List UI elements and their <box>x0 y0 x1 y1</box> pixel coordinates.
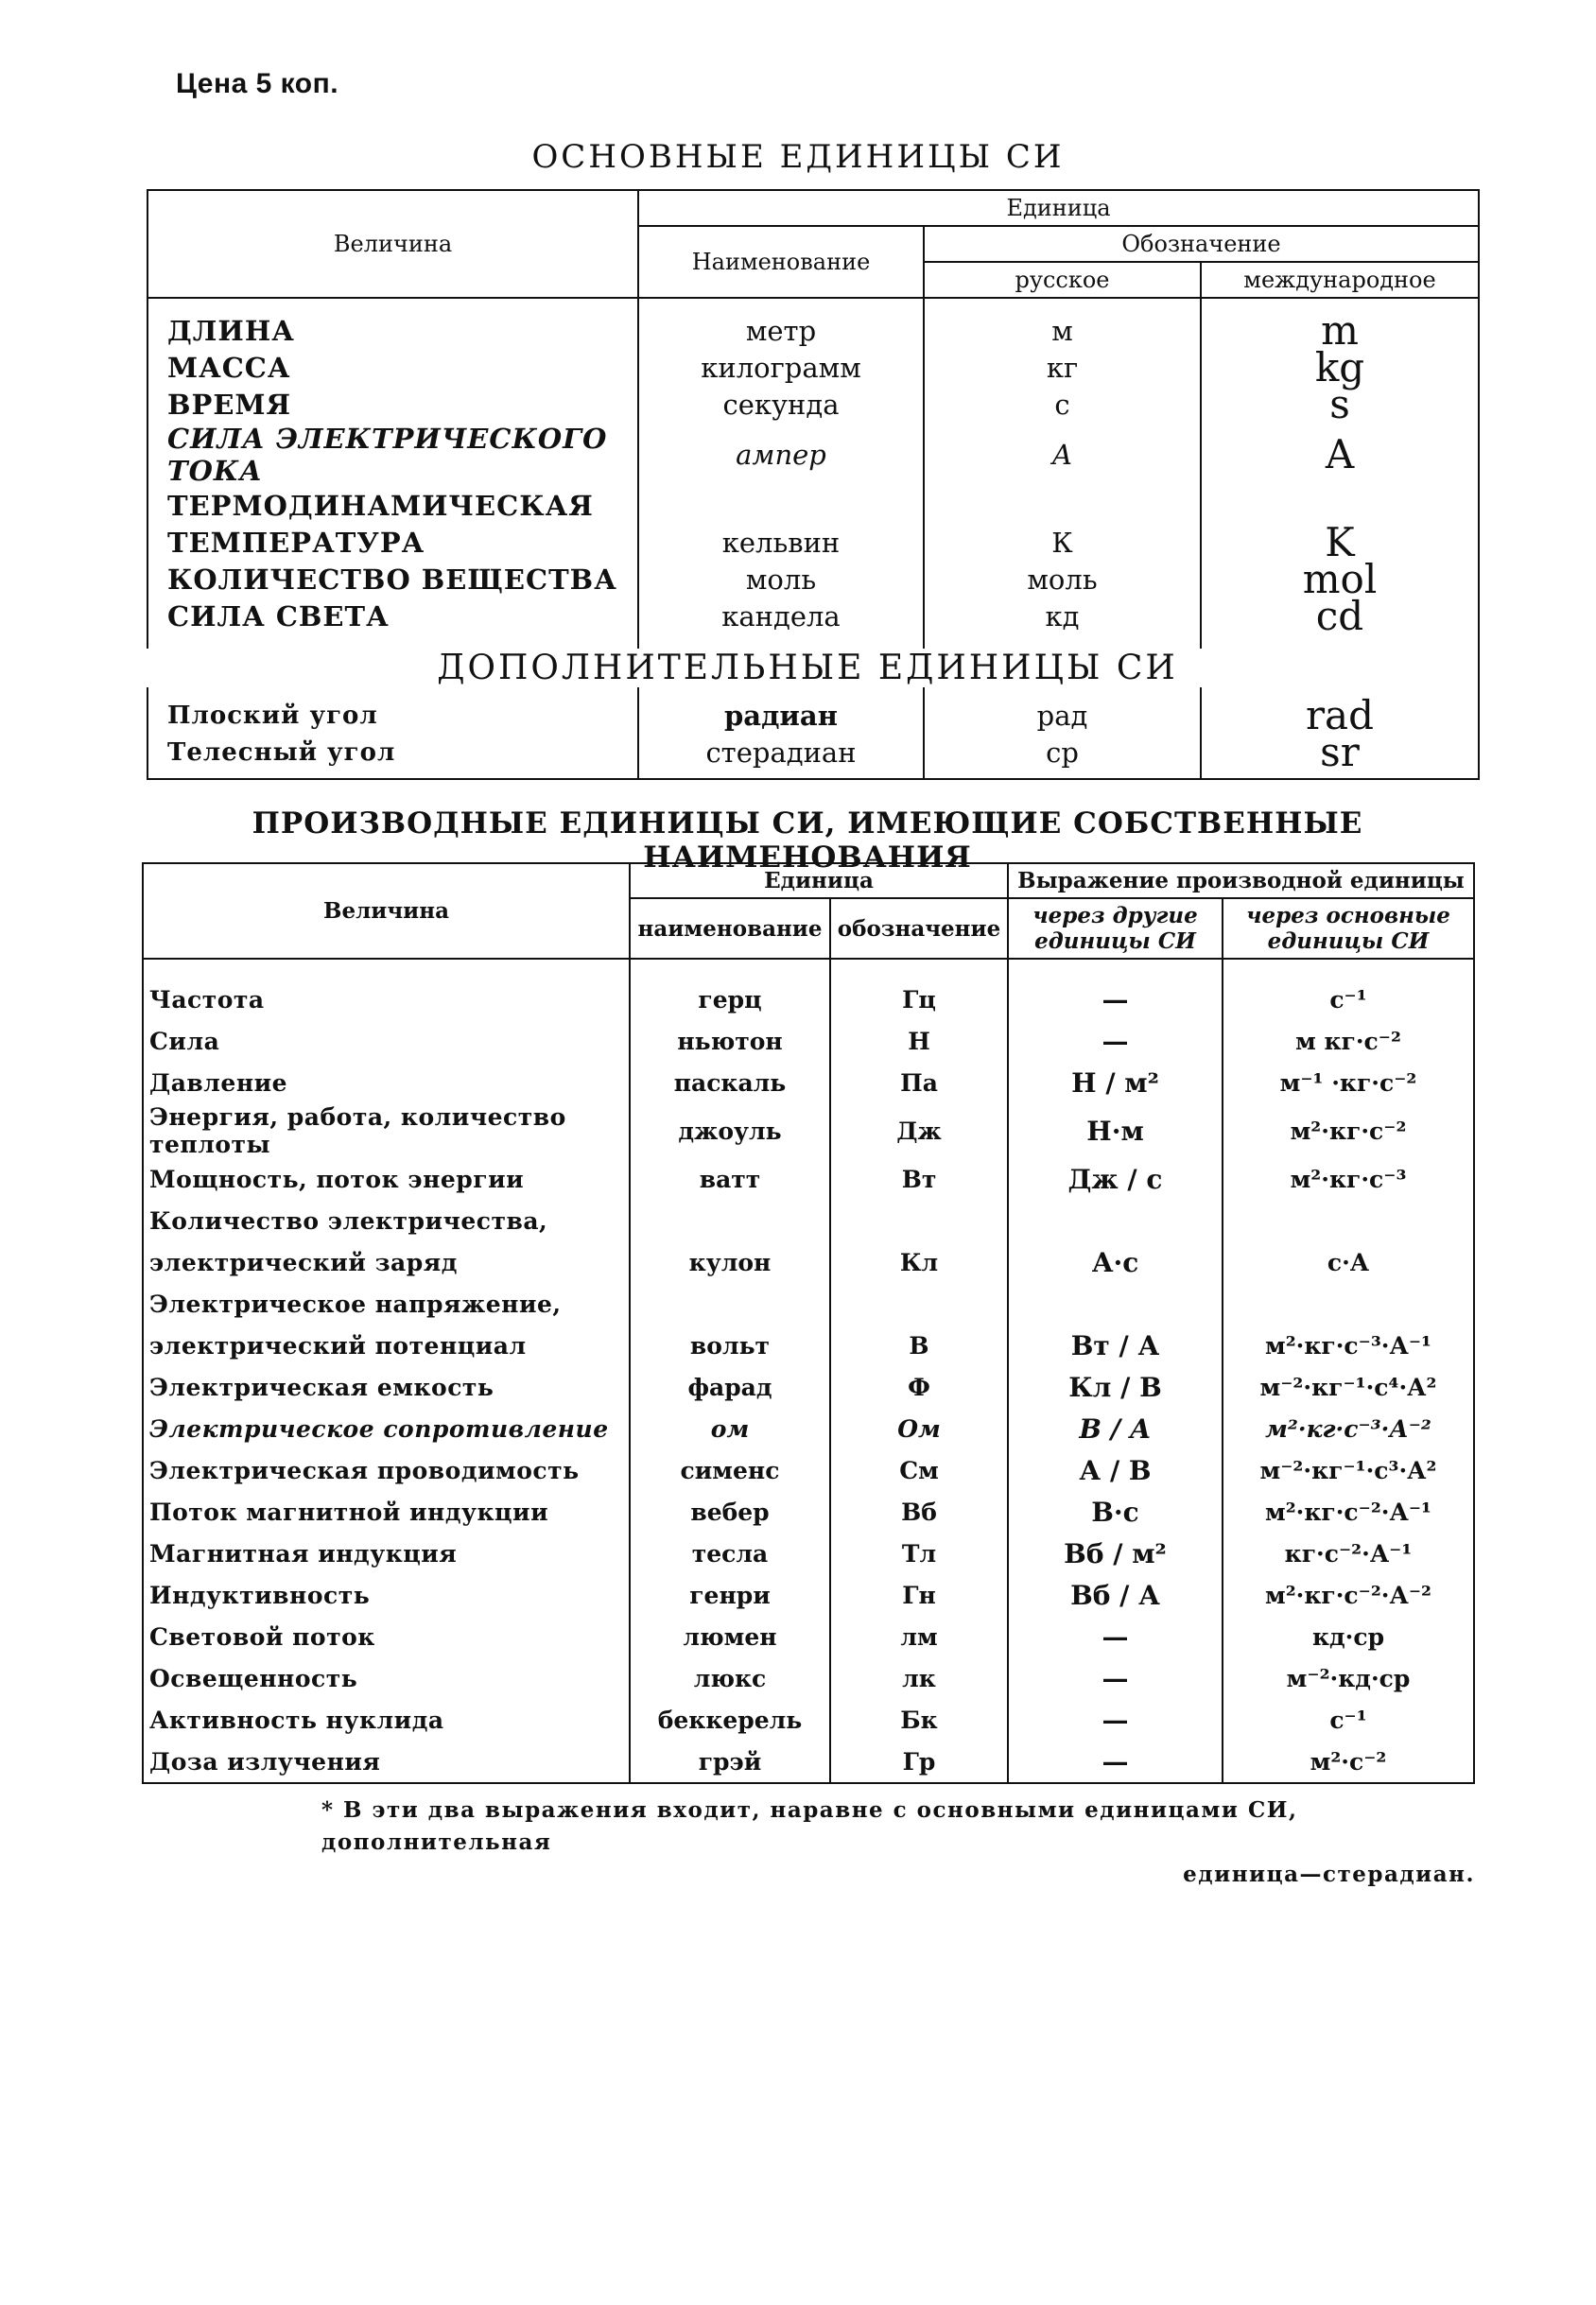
header-expression: Выражение производной единицы <box>1008 863 1474 898</box>
table-row <box>147 349 1479 386</box>
quantity-cell: Мощность, поток энергии <box>143 1158 630 1200</box>
quantity-cell: электрический потенциал <box>143 1325 630 1366</box>
via-other-cell: Вт / А <box>1008 1325 1223 1366</box>
quantity-cell: ДЛИНА <box>147 298 638 349</box>
unit-symbol-cell: Па <box>830 1062 1008 1103</box>
derived-units-body <box>143 959 1474 1783</box>
quantity-cell: Магнитная индукция <box>143 1533 630 1574</box>
unit-symbol-cell: Дж <box>830 1103 1008 1158</box>
footnote-line2: единица—стерадиан. <box>1183 1862 1475 1887</box>
unit-name-cell: сименс <box>630 1449 830 1491</box>
unit-symbol-cell <box>830 1283 1008 1325</box>
header-name: Наименование <box>638 226 924 298</box>
table-row <box>143 1657 1474 1699</box>
intl-symbol-cell: cd <box>1201 598 1479 634</box>
unit-name-cell: моль <box>638 561 924 598</box>
table-row <box>143 959 1474 1020</box>
supplementary-units-title: ДОПОЛНИТЕЛЬНЫЕ ЕДИНИЦЫ СИ <box>142 649 1473 687</box>
quantity-cell: Давление <box>143 1062 630 1103</box>
unit-name-cell: грэй <box>630 1741 830 1783</box>
unit-name-cell: джоуль <box>630 1103 830 1158</box>
unit-name-cell: ом <box>630 1408 830 1449</box>
unit-name-cell: люкс <box>630 1657 830 1699</box>
intl-symbol-cell: mol <box>1201 561 1479 598</box>
unit-name-cell: тесла <box>630 1533 830 1574</box>
via-other-cell: — <box>1008 1741 1223 1783</box>
intl-symbol-cell: K <box>1201 524 1479 561</box>
quantity-cell: Плоский угол <box>147 697 638 734</box>
unit-symbol-cell: Вт <box>830 1158 1008 1200</box>
table-row <box>143 1241 1474 1283</box>
via-base-cell: м кг·с⁻² <box>1223 1020 1474 1062</box>
unit-name-cell: ампер <box>638 423 924 487</box>
via-base-cell: м²·с⁻² <box>1223 1741 1474 1783</box>
intl-symbol-cell: rad <box>1201 697 1479 734</box>
via-other-cell: А·с <box>1008 1241 1223 1283</box>
header-unit: Единица <box>638 190 1479 226</box>
unit-name-cell: кулон <box>630 1241 830 1283</box>
via-base-cell: с⁻¹ <box>1223 959 1474 1020</box>
footnote <box>321 1794 1475 1891</box>
table-row <box>143 1325 1474 1366</box>
unit-name-cell: радиан <box>638 697 924 734</box>
unit-name-cell: люмен <box>630 1616 830 1657</box>
header-quantity: Величина <box>143 863 630 959</box>
unit-name-cell <box>630 1283 830 1325</box>
intl-symbol-cell: kg <box>1201 349 1479 386</box>
quantity-cell: МАССА <box>147 349 638 386</box>
via-other-cell: — <box>1008 1616 1223 1657</box>
derived-units-title: ПРОИЗВОДНЫЕ ЕДИНИЦЫ СИ, ИМЕЮЩИЕ СОБСТВЕННЫЕ НАИМЕНОВАНИЯ <box>252 806 1363 875</box>
via-base-cell: м⁻²·кд·ср <box>1223 1657 1474 1699</box>
quantity-cell: Частота <box>143 959 630 1020</box>
via-base-cell: м⁻²·кг⁻¹·с³·А² <box>1223 1449 1474 1491</box>
ru-symbol-cell: с <box>924 386 1201 423</box>
quantity-cell: ВРЕМЯ <box>147 386 638 423</box>
via-base-cell: м²·кг·с⁻³ <box>1223 1158 1474 1200</box>
unit-name-cell: метр <box>638 298 924 349</box>
table-row <box>147 423 1479 487</box>
unit-symbol-cell: См <box>830 1449 1008 1491</box>
base-units-table <box>147 189 1480 780</box>
header-unit: Единица <box>630 863 1008 898</box>
unit-name-cell: секунда <box>638 386 924 423</box>
table-row <box>143 1062 1474 1103</box>
unit-symbol-cell: Кл <box>830 1241 1008 1283</box>
quantity-cell: Электрическое напряжение, <box>143 1283 630 1325</box>
via-base-cell: м²·кг·с⁻²·А⁻² <box>1223 1574 1474 1616</box>
base-units-title: ОСНОВНЫЕ ЕДИНИЦЫ СИ <box>531 138 1065 176</box>
ru-symbol-cell: К <box>924 524 1201 561</box>
quantity-cell: Поток магнитной индукции <box>143 1491 630 1533</box>
quantity-cell: электрический заряд <box>143 1241 630 1283</box>
table-row <box>143 1449 1474 1491</box>
unit-symbol-cell: Ом <box>830 1408 1008 1449</box>
table-row <box>147 734 1479 779</box>
via-base-cell: кг·с⁻²·А⁻¹ <box>1223 1533 1474 1574</box>
unit-symbol-cell: Вб <box>830 1491 1008 1533</box>
table-row <box>143 1741 1474 1783</box>
table-row <box>143 1020 1474 1062</box>
ru-symbol-cell: м <box>924 298 1201 349</box>
table-row <box>143 1574 1474 1616</box>
quantity-cell: ТЕМПЕРАТУРА <box>147 524 638 561</box>
quantity-cell: Световой поток <box>143 1616 630 1657</box>
header-designation: обозначение <box>830 898 1008 959</box>
unit-symbol-cell <box>830 1200 1008 1241</box>
intl-symbol-cell: m <box>1201 298 1479 349</box>
derived-units-table <box>142 862 1475 1784</box>
table-row <box>147 598 1479 634</box>
table-row <box>147 524 1479 561</box>
unit-name-cell: герц <box>630 959 830 1020</box>
unit-name-cell: ватт <box>630 1158 830 1200</box>
via-base-cell: м²·кг·с⁻² <box>1223 1103 1474 1158</box>
unit-symbol-cell: Н <box>830 1020 1008 1062</box>
unit-name-cell: кандела <box>638 598 924 634</box>
via-base-cell: м²·кг·с⁻³·А⁻² <box>1223 1408 1474 1449</box>
quantity-cell: Индуктивность <box>143 1574 630 1616</box>
via-base-cell <box>1223 1283 1474 1325</box>
via-base-cell: с·А <box>1223 1241 1474 1283</box>
unit-name-cell: генри <box>630 1574 830 1616</box>
table-row <box>147 386 1479 423</box>
quantity-cell: Телесный угол <box>147 734 638 779</box>
table-row <box>143 1616 1474 1657</box>
header-name: наименование <box>630 898 830 959</box>
quantity-cell: ТЕРМОДИНАМИЧЕСКАЯ <box>147 487 638 524</box>
table-row <box>143 1158 1474 1200</box>
quantity-cell: Освещенность <box>143 1657 630 1699</box>
header-international: международное <box>1201 262 1479 298</box>
ru-symbol-cell: А <box>924 423 1201 487</box>
footnote-line1: * В эти два выражения входит, наравне с основными единицами СИ, дополнительная <box>321 1797 1298 1855</box>
unit-symbol-cell: Ф <box>830 1366 1008 1408</box>
ru-symbol-cell: моль <box>924 561 1201 598</box>
via-base-cell: м²·кг·с⁻³·А⁻¹ <box>1223 1325 1474 1366</box>
ru-symbol-cell <box>924 487 1201 524</box>
via-base-cell: кд·ср <box>1223 1616 1474 1657</box>
ru-symbol-cell: кд <box>924 598 1201 634</box>
intl-symbol-cell: s <box>1201 386 1479 423</box>
unit-symbol-cell: Гц <box>830 959 1008 1020</box>
table-row <box>147 487 1479 524</box>
unit-name-cell: паскаль <box>630 1062 830 1103</box>
unit-symbol-cell: Бк <box>830 1699 1008 1741</box>
table-row <box>143 1283 1474 1325</box>
unit-name-cell <box>638 487 924 524</box>
quantity-cell: Сила <box>143 1020 630 1062</box>
unit-name-cell: вольт <box>630 1325 830 1366</box>
quantity-cell: Электрическая проводимость <box>143 1449 630 1491</box>
unit-name-cell <box>630 1200 830 1241</box>
quantity-cell: Электрическая емкость <box>143 1366 630 1408</box>
via-base-cell: с⁻¹ <box>1223 1699 1474 1741</box>
price-label: Цена 5 коп. <box>176 68 339 99</box>
unit-name-cell: фарад <box>630 1366 830 1408</box>
ru-symbol-cell: кг <box>924 349 1201 386</box>
quantity-cell: Активность нуклида <box>143 1699 630 1741</box>
ru-symbol-cell: ср <box>924 734 1201 779</box>
via-other-cell <box>1008 1200 1223 1241</box>
header-via-base: через основные единицы СИ <box>1223 898 1474 959</box>
via-other-cell: Вб / А <box>1008 1574 1223 1616</box>
via-base-cell: м⁻²·кг⁻¹·с⁴·А² <box>1223 1366 1474 1408</box>
unit-name-cell: ньютон <box>630 1020 830 1062</box>
via-other-cell: А / В <box>1008 1449 1223 1491</box>
unit-symbol-cell: лм <box>830 1616 1008 1657</box>
table-row <box>143 1366 1474 1408</box>
table-row <box>143 1491 1474 1533</box>
via-base-cell: м²·кг·с⁻²·А⁻¹ <box>1223 1491 1474 1533</box>
table-row <box>143 1408 1474 1449</box>
header-quantity: Величина <box>147 190 638 298</box>
quantity-cell: Энергия, работа, количество теплоты <box>143 1103 630 1158</box>
header-designation: Обозначение <box>924 226 1479 262</box>
quantity-cell: Доза излучения <box>143 1741 630 1783</box>
via-base-cell <box>1223 1200 1474 1241</box>
unit-symbol-cell: Гн <box>830 1574 1008 1616</box>
unit-name-cell: килограмм <box>638 349 924 386</box>
table-row <box>143 1103 1474 1158</box>
table-row <box>147 697 1479 734</box>
via-other-cell: Дж / с <box>1008 1158 1223 1200</box>
via-other-cell: Н·м <box>1008 1103 1223 1158</box>
unit-symbol-cell: Тл <box>830 1533 1008 1574</box>
table-row <box>143 1533 1474 1574</box>
quantity-cell: Электрическое сопротивление <box>143 1408 630 1449</box>
intl-symbol-cell: sr <box>1201 734 1479 779</box>
via-other-cell: — <box>1008 1020 1223 1062</box>
via-base-cell: м⁻¹ ·кг·с⁻² <box>1223 1062 1474 1103</box>
table-row <box>143 1699 1474 1741</box>
unit-name-cell: стерадиан <box>638 734 924 779</box>
unit-symbol-cell: В <box>830 1325 1008 1366</box>
via-other-cell: Вб / м² <box>1008 1533 1223 1574</box>
table-row <box>143 1200 1474 1241</box>
via-other-cell: Кл / В <box>1008 1366 1223 1408</box>
quantity-cell: СИЛА СВЕТА <box>147 598 638 634</box>
unit-name-cell: вебер <box>630 1491 830 1533</box>
quantity-cell: Количество электричества, <box>143 1200 630 1241</box>
intl-symbol-cell: A <box>1201 423 1479 487</box>
via-other-cell: В·с <box>1008 1491 1223 1533</box>
table-row <box>147 561 1479 598</box>
quantity-cell: КОЛИЧЕСТВО ВЕЩЕСТВА <box>147 561 638 598</box>
table-row <box>147 298 1479 349</box>
via-other-cell <box>1008 1283 1223 1325</box>
via-other-cell: — <box>1008 1657 1223 1699</box>
ru-symbol-cell: рад <box>924 697 1201 734</box>
unit-name-cell: кельвин <box>638 524 924 561</box>
unit-symbol-cell: лк <box>830 1657 1008 1699</box>
header-russian: русское <box>924 262 1201 298</box>
header-via-other: через другие единицы СИ <box>1008 898 1223 959</box>
via-other-cell: Н / м² <box>1008 1062 1223 1103</box>
unit-name-cell: беккерель <box>630 1699 830 1741</box>
via-other-cell: В / А <box>1008 1408 1223 1449</box>
unit-symbol-cell: Гр <box>830 1741 1008 1783</box>
quantity-cell: СИЛА ЭЛЕКТРИЧЕСКОГО ТОКА <box>147 423 638 487</box>
via-other-cell: — <box>1008 1699 1223 1741</box>
via-other-cell: — <box>1008 959 1223 1020</box>
